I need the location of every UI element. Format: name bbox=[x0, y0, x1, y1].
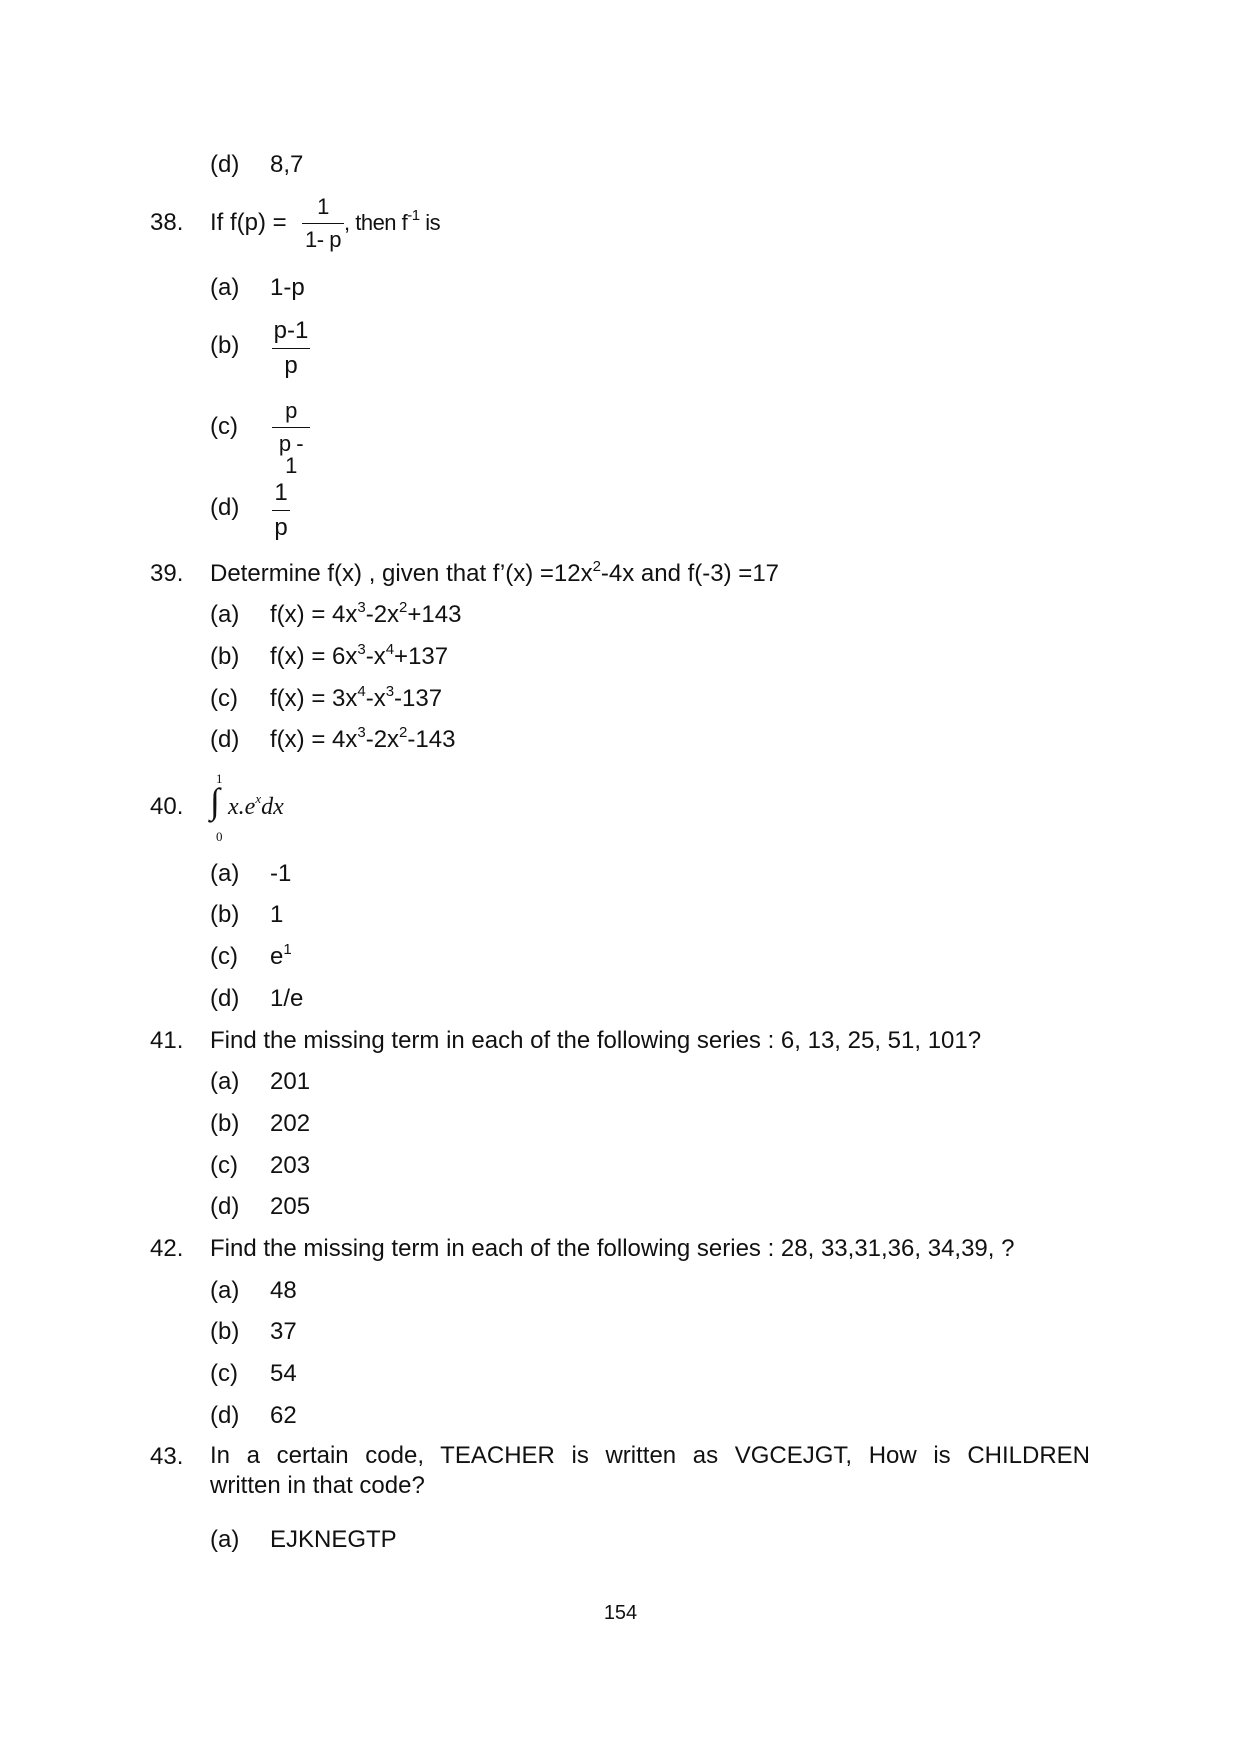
fraction-bar bbox=[272, 348, 310, 349]
option-text bbox=[270, 941, 292, 970]
term: f(x) = 4x bbox=[270, 726, 358, 753]
term: -2x bbox=[365, 601, 400, 628]
option-label: (b) bbox=[210, 332, 240, 359]
option-text: 62 bbox=[270, 1402, 297, 1429]
option-label: (c) bbox=[210, 413, 238, 440]
page-number: 154 bbox=[603, 1602, 638, 1624]
fraction-denominator: p bbox=[274, 514, 288, 541]
option-label: (c) bbox=[210, 943, 238, 970]
option-fraction bbox=[272, 319, 310, 378]
exponent: 3 bbox=[385, 683, 395, 700]
option-label: (d) bbox=[210, 1402, 240, 1429]
question-number-40: 40. bbox=[150, 793, 184, 820]
option-text: EJKNEGTP bbox=[270, 1526, 397, 1553]
option-text: -1 bbox=[270, 860, 292, 887]
exponent: 2 bbox=[399, 599, 408, 616]
option-text: 54 bbox=[270, 1360, 297, 1387]
exponent: 3 bbox=[357, 641, 366, 658]
integral-upper-limit: 1 bbox=[216, 771, 223, 786]
option-label: (a) bbox=[210, 1068, 240, 1095]
question-number-41: 41. bbox=[150, 1027, 184, 1054]
question-number-38: 38. bbox=[150, 209, 184, 236]
term: f(x) = 6x bbox=[270, 643, 358, 670]
option-text bbox=[270, 683, 443, 712]
exponent: 3 bbox=[357, 599, 366, 616]
question-number-42: 42. bbox=[150, 1235, 184, 1262]
exponent: 3 bbox=[357, 724, 366, 741]
option-label: (d) bbox=[210, 1193, 240, 1220]
superscript: 2 bbox=[592, 558, 601, 575]
fraction-numerator: p-1 bbox=[273, 317, 309, 344]
question-43-line-1: In a certain code, TEACHER is written as VGCEJGT, How is CHILDREN bbox=[210, 1442, 1090, 1469]
term: f(x) = 4x bbox=[270, 601, 358, 628]
question-number-43: 43. bbox=[150, 1443, 184, 1470]
fraction-denominator: p bbox=[284, 352, 298, 379]
option-label: (a) bbox=[210, 1277, 240, 1304]
integrand-base: x.e bbox=[228, 794, 256, 820]
option-text: 37 bbox=[270, 1318, 297, 1345]
term: -137 bbox=[394, 685, 443, 712]
question-38-fraction bbox=[302, 196, 344, 251]
integrand-differential: dx bbox=[261, 794, 284, 820]
option-label: (c) bbox=[210, 685, 238, 712]
fraction-bar bbox=[272, 427, 310, 428]
question-38-prefix: If f(p) = bbox=[210, 209, 287, 236]
integrand bbox=[228, 791, 284, 820]
fraction-denominator: 1- p bbox=[305, 227, 341, 252]
option-label: (b) bbox=[210, 643, 240, 670]
question-42-text: Find the missing term in each of the following series : 28, 33,31,36, 34,39, ? bbox=[210, 1235, 1015, 1262]
question-text: Determine f(x) , given that f’(x) =12x bbox=[210, 560, 593, 587]
option-label: (a) bbox=[210, 601, 240, 628]
question-39-text bbox=[210, 558, 780, 587]
option-label: (c) bbox=[210, 1152, 238, 1179]
integrand-exponent: x bbox=[255, 791, 262, 806]
term: -x bbox=[365, 685, 386, 712]
question-number-39: 39. bbox=[150, 560, 184, 587]
question-43-line-2: written in that code? bbox=[210, 1472, 425, 1499]
option-text: 205 bbox=[270, 1193, 311, 1220]
exponent: 1 bbox=[283, 941, 292, 958]
term: +143 bbox=[407, 601, 462, 628]
option-label: (d) bbox=[210, 726, 240, 753]
option-label: (b) bbox=[210, 1318, 240, 1345]
term: +137 bbox=[394, 643, 449, 670]
term: f(x) = 3x bbox=[270, 685, 358, 712]
option-label: (a) bbox=[210, 860, 240, 887]
option-label: (a) bbox=[210, 274, 240, 301]
option-label: (b) bbox=[210, 1110, 240, 1137]
option-text: 1-p bbox=[270, 274, 305, 301]
question-41-text: Find the missing term in each of the following series : 6, 13, 25, 51, 101? bbox=[210, 1027, 982, 1054]
question-text-end: -4x and f(-3) =17 bbox=[600, 560, 780, 587]
option-label: (b) bbox=[210, 901, 240, 928]
option-text bbox=[270, 724, 456, 753]
option-label: (d) bbox=[210, 494, 240, 521]
option-label: (c) bbox=[210, 1360, 238, 1387]
term: e bbox=[270, 943, 284, 970]
fraction-bar bbox=[302, 223, 344, 224]
option-text: 201 bbox=[270, 1068, 311, 1095]
term: -143 bbox=[407, 726, 456, 753]
exponent: 4 bbox=[385, 641, 395, 658]
fraction-numerator: 1 bbox=[274, 479, 288, 506]
fraction-denominator: p - 1 bbox=[278, 431, 304, 478]
option-text: 1/e bbox=[270, 985, 304, 1012]
fraction-numerator: 1 bbox=[317, 194, 329, 219]
option-label: (d) bbox=[210, 985, 240, 1012]
option-fraction bbox=[272, 400, 310, 477]
fraction-numerator: p bbox=[285, 398, 297, 423]
exponent: 4 bbox=[357, 683, 366, 700]
option-text: 1 bbox=[270, 901, 284, 928]
fraction-bar bbox=[272, 510, 290, 511]
option-text: 203 bbox=[270, 1152, 311, 1179]
question-38-suffix bbox=[344, 207, 441, 235]
option-text bbox=[270, 599, 462, 628]
exponent: 2 bbox=[399, 724, 408, 741]
option-fraction bbox=[272, 481, 290, 540]
term: -x bbox=[365, 643, 386, 670]
option-label: (a) bbox=[210, 1526, 240, 1553]
suffix-text-end: is bbox=[419, 210, 441, 235]
inverse-superscript: -1 bbox=[407, 207, 420, 224]
integral-sign: ∫ bbox=[210, 781, 220, 821]
term: -2x bbox=[365, 726, 400, 753]
option-text bbox=[270, 641, 449, 670]
option-text: 8,7 bbox=[270, 151, 304, 178]
option-text: 48 bbox=[270, 1277, 297, 1304]
option-text: 202 bbox=[270, 1110, 311, 1137]
suffix-text: , then f bbox=[344, 210, 408, 235]
integral-lower-limit: 0 bbox=[216, 829, 223, 844]
option-label: (d) bbox=[210, 151, 240, 178]
